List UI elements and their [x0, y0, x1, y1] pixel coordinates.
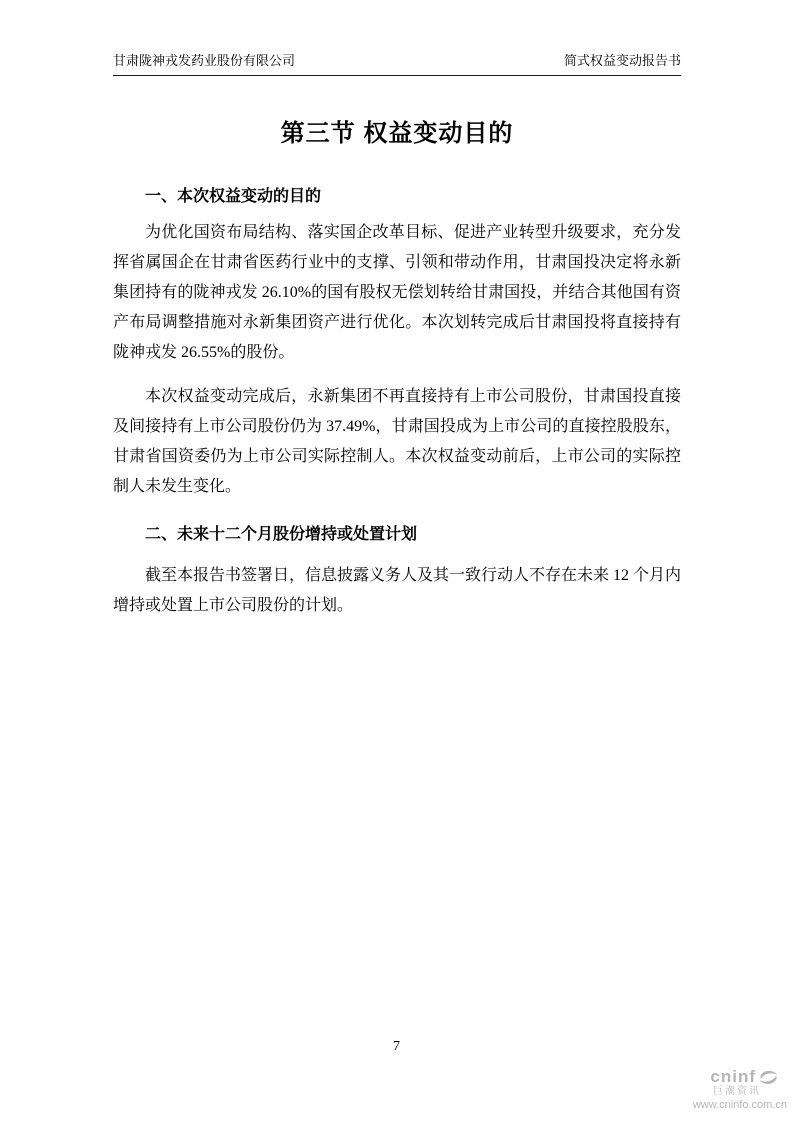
paragraph-future-plan: 截至本报告书签署日，信息披露义务人及其一致行动人不存在未来 12 个月内增持或处置上市公司股份的计划。 — [113, 567, 682, 614]
heading-future-plan: 二、未来十二个月股份增持或处置计划 — [145, 526, 418, 543]
page-number: 7 — [393, 1039, 400, 1054]
page-header — [113, 0, 681, 76]
header-company-name: 甘肃陇神戎发药业股份有限公司 — [113, 53, 296, 68]
paragraph-purpose-1: 为优化国资布局结构、落实国企改革目标、促进产业转型升级要求，充分发挥省属国企在甘肃省医药行业中的支撑、引领和带动作用，甘肃国投决定将永新集团持有的陇神戎发 26.10%的国有股权无偿划转给甘肃国投，并结合其他国有资产布局调整措施对永新集团资产进行优化。本次划转完成后甘肃国投将直接持有陇神戎发 26.55%的股份。 — [113, 224, 681, 361]
section-title: 第三节 权益变动目的 — [280, 120, 514, 147]
cninfo-watermark — [693, 1068, 787, 1112]
watermark-chinese-name: 巨潮资讯 — [713, 1086, 761, 1097]
header-report-title: 简式权益变动报告书 — [563, 53, 681, 68]
paragraph-purpose-2: 本次权益变动完成后，永新集团不再直接持有上市公司股份，甘肃国投直接及间接持有上市公司股份仍为 37.49%，甘肃国投成为上市公司的直接控股股东，甘肃省国资委仍为上市公司实际控制人。本次权益变动前后，上市公司的实际控制人未发生变化。 — [113, 388, 681, 495]
cninfo-swirl-icon — [758, 1068, 779, 1086]
heading-purpose-of-change: 一、本次权益变动的目的 — [145, 188, 322, 205]
watermark-brand-row — [693, 1068, 779, 1086]
watermark-brand-text: cninf — [710, 1067, 756, 1086]
watermark-url: www.cninfo.com.cn — [692, 1099, 787, 1111]
page-content — [113, 0, 681, 621]
